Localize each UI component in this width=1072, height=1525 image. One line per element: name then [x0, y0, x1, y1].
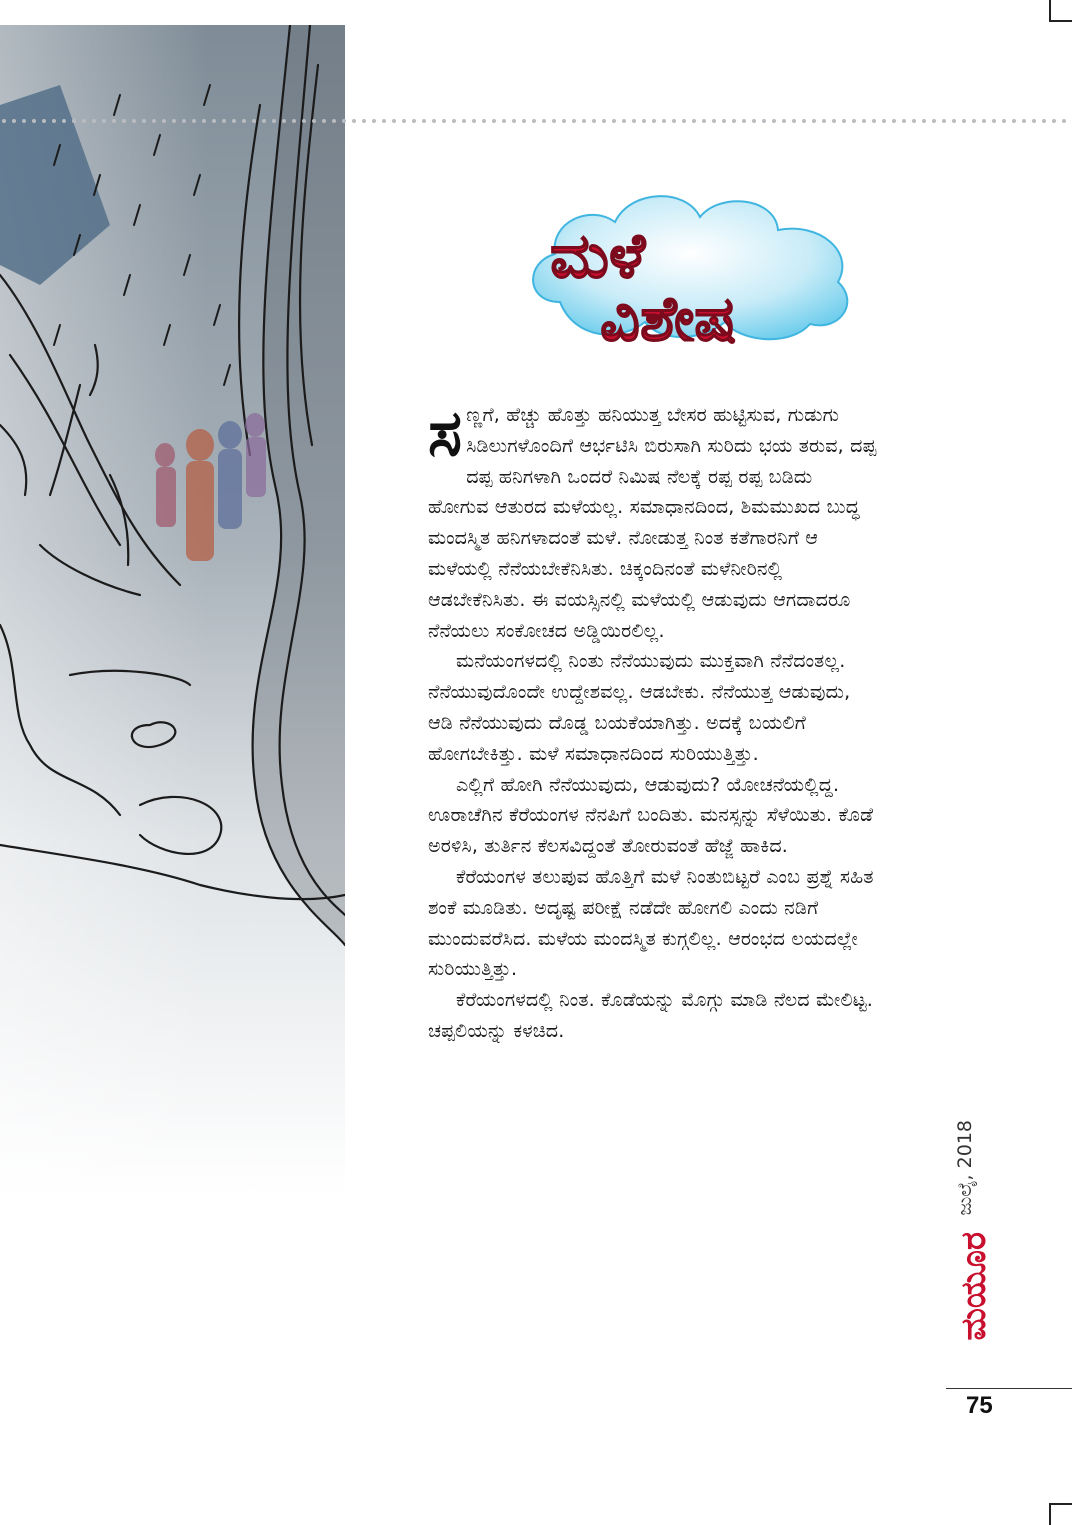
article-paragraph: ಎಲ್ಲಿಗೆ ಹೋಗಿ ನೆನೆಯುವುದು, ಆಡುವುದು? ಯೋಚನೆಯಲ್ಲಿದ್ದ. ಊರಾಚೆಗಿನ ಕೆರೆಯಂಗಳ ನೆನಪಿಗೆ ಬಂದಿತು. ಮನಸ್ಸನ್ನು ಸೆಳೆಯಿತು. ಕೊಡೆ ಅರಳಿಸಿ, ತುರ್ತಿನ ಕೆಲಸವಿದ್ದಂತೆ ತೋರುವಂತೆ ಹೆಜ್ಜೆ ಹಾಕಿದ. [428, 773, 874, 858]
page-number: 75 [966, 1392, 993, 1419]
magazine-name-block [954, 1232, 998, 1372]
rain-illustration-svg [0, 25, 345, 1195]
article-paragraph: ಮನೆಯಂಗಳದಲ್ಲಿ ನಿಂತು ನೆನೆಯುವುದು ಮುಕ್ತವಾಗಿ ನೆನೆದಂತಲ್ಲ. ನೆನೆಯುವುದೊಂದೇ ಉದ್ದೇಶವಲ್ಲ. ಆಡಬೇಕು. ನೆನೆಯುತ್ತ ಆಡುವುದು, ಆಡಿ ನೆನೆಯುವುದು ದೊಡ್ಡ ಬಯಕೆಯಾಗಿತ್ತು. ಅದಕ್ಕೆ ಬಯಲಿಗೆ ಹೋಗಬೇಕಿತ್ತು. ಮಳೆ ಸಮಾಧಾನದಿಂದ ಸುರಿಯುತ್ತಿತ್ತು. [428, 650, 851, 765]
dropcap: ಸ [428, 397, 463, 471]
cloud-logo-svg [520, 182, 860, 352]
dotted-rule [0, 117, 1072, 125]
rain-illustration [0, 25, 345, 1195]
crop-mark-top-horizontal [1049, 20, 1072, 22]
article-paragraph: ಕೆರೆಯಂಗಳ ತಲುಪುವ ಹೊತ್ತಿಗೆ ಮಳೆ ನಿಂತುಬಿಟ್ಟರೆ ಎಂಬ ಪ್ರಶ್ನೆ ಸಹಿತ ಶಂಕೆ ಮೂಡಿತು. ಅದೃಷ್ಟ ಪರೀಕ್ಷೆ ನಡೆದೇ ಹೋಗಲಿ ಎಂದು ನಡಿಗೆ ಮುಂದುವರೆಸಿದ. ಮಳೆಯ ಮಂದಸ್ಮಿತ ಕುಗ್ಗಲಿಲ್ಲ. ಆರಂಭದ ಲಯದಲ್ಲೇ ಸುರಿಯುತ್ತಿತ್ತು. [428, 865, 874, 981]
article-paragraph [428, 397, 878, 646]
section-logo [520, 182, 860, 352]
issue-date: ಜುಲೈ, 2018 [954, 1120, 976, 1216]
magazine-name: ಮಯೂರ [954, 1232, 994, 1341]
page-number-rule [946, 1388, 1072, 1389]
article-paragraph: ಕೆರೆಯಂಗಳದಲ್ಲಿ ನಿಂತ. ಕೊಡೆಯನ್ನು ಮೊಗ್ಗು ಮಾಡಿ ನೆಲದ ಮೇಲಿಟ್ಟ. ಚಪ್ಪಲಿಯನ್ನು ಕಳಚಿದ. [428, 989, 873, 1042]
crop-mark-bottom-vertical [1049, 1503, 1051, 1525]
paragraph-text: ಣ್ಣಗೆ, ಹೆಚ್ಚು ಹೊತ್ತು ಹನಿಯುತ್ತ ಬೇಸರ ಹುಟ್ಟಿಸುವ, ಗುಡುಗು ಸಿಡಿಲುಗಳೊಂದಿಗೆ ಆರ್ಭಟಿಸಿ ಬಿರುಸಾಗಿ ಸುರಿದು ಭಯ ತರುವ, ದಪ್ಪ ದಪ್ಪ ಹನಿಗಳಾಗಿ ಒಂದರೆ ನಿಮಿಷ ನೆಲಕ್ಕೆ ರಪ್ಪ ರಪ್ಪ ಬಡಿದು ಹೋಗುವ ಆತುರದ ಮಳೆಯಲ್ಲ. ಸಮಾಧಾನದಿಂದ, ಶಿಮಮುಖದ ಬುದ್ಧ ಮಂದಸ್ಮಿತ ಹನಿಗಳಾದಂತೆ ಮಳೆ. ನೋಡುತ್ತ ನಿಂತ ಕತೆಗಾರನಿಗೆ ಆ ಮಳೆಯಲ್ಲಿ ನೆನೆಯಬೇಕೆನಿಸಿತು. ಚಿಕ್ಕಂದಿನಂತೆ ಮಳೆನೀರಿನಲ್ಲಿ ಆಡಬೇಕೆನಿಸಿತು. ಈ ವಯಸ್ಸಿನಲ್ಲಿ ಮಳೆಯಲ್ಲಿ ಆಡುವುದು ಆಗದಾದರೂ ನೆನೆಯಲು ಸಂಕೋಚದ ಅಡ್ಡಿಯಿರಲಿಲ್ಲ. [428, 404, 877, 642]
crop-mark-bottom-horizontal [1049, 1503, 1072, 1505]
crop-mark-top-vertical [1049, 0, 1051, 22]
logo-line2: ವಿಶೇಷ [600, 282, 737, 352]
logo-line1: ಮಳೆ [550, 219, 646, 292]
article-body [428, 397, 878, 1047]
